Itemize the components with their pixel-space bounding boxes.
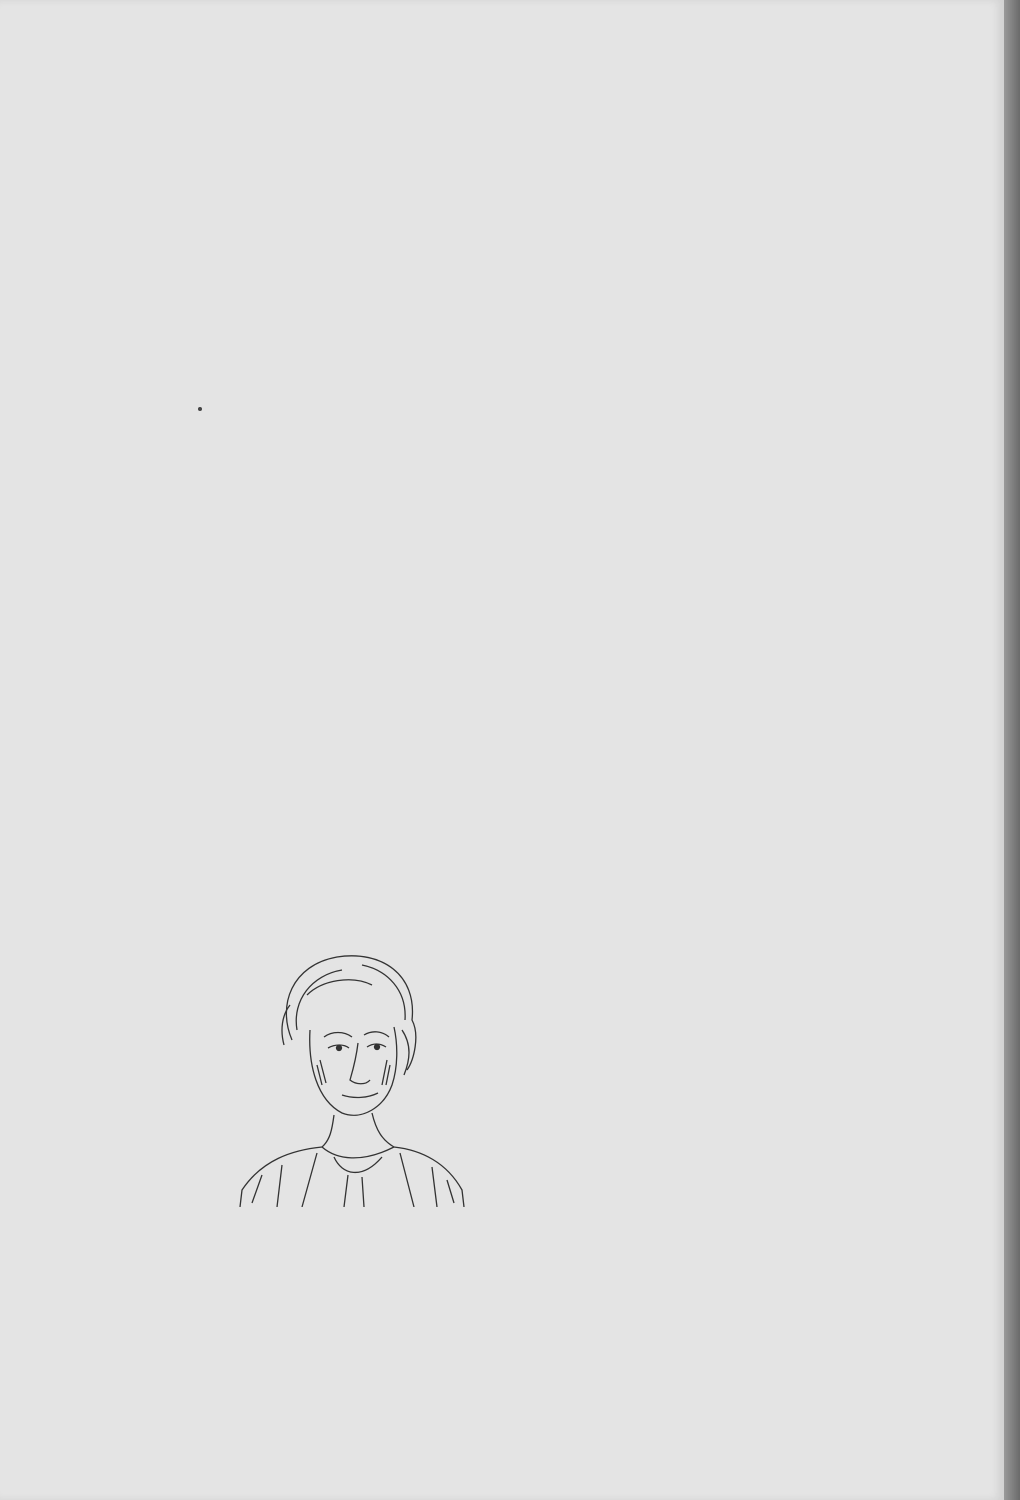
book-spine <box>1004 0 1020 1500</box>
goethe-portrait-engraving <box>222 935 476 1207</box>
margin-mark <box>198 407 202 411</box>
